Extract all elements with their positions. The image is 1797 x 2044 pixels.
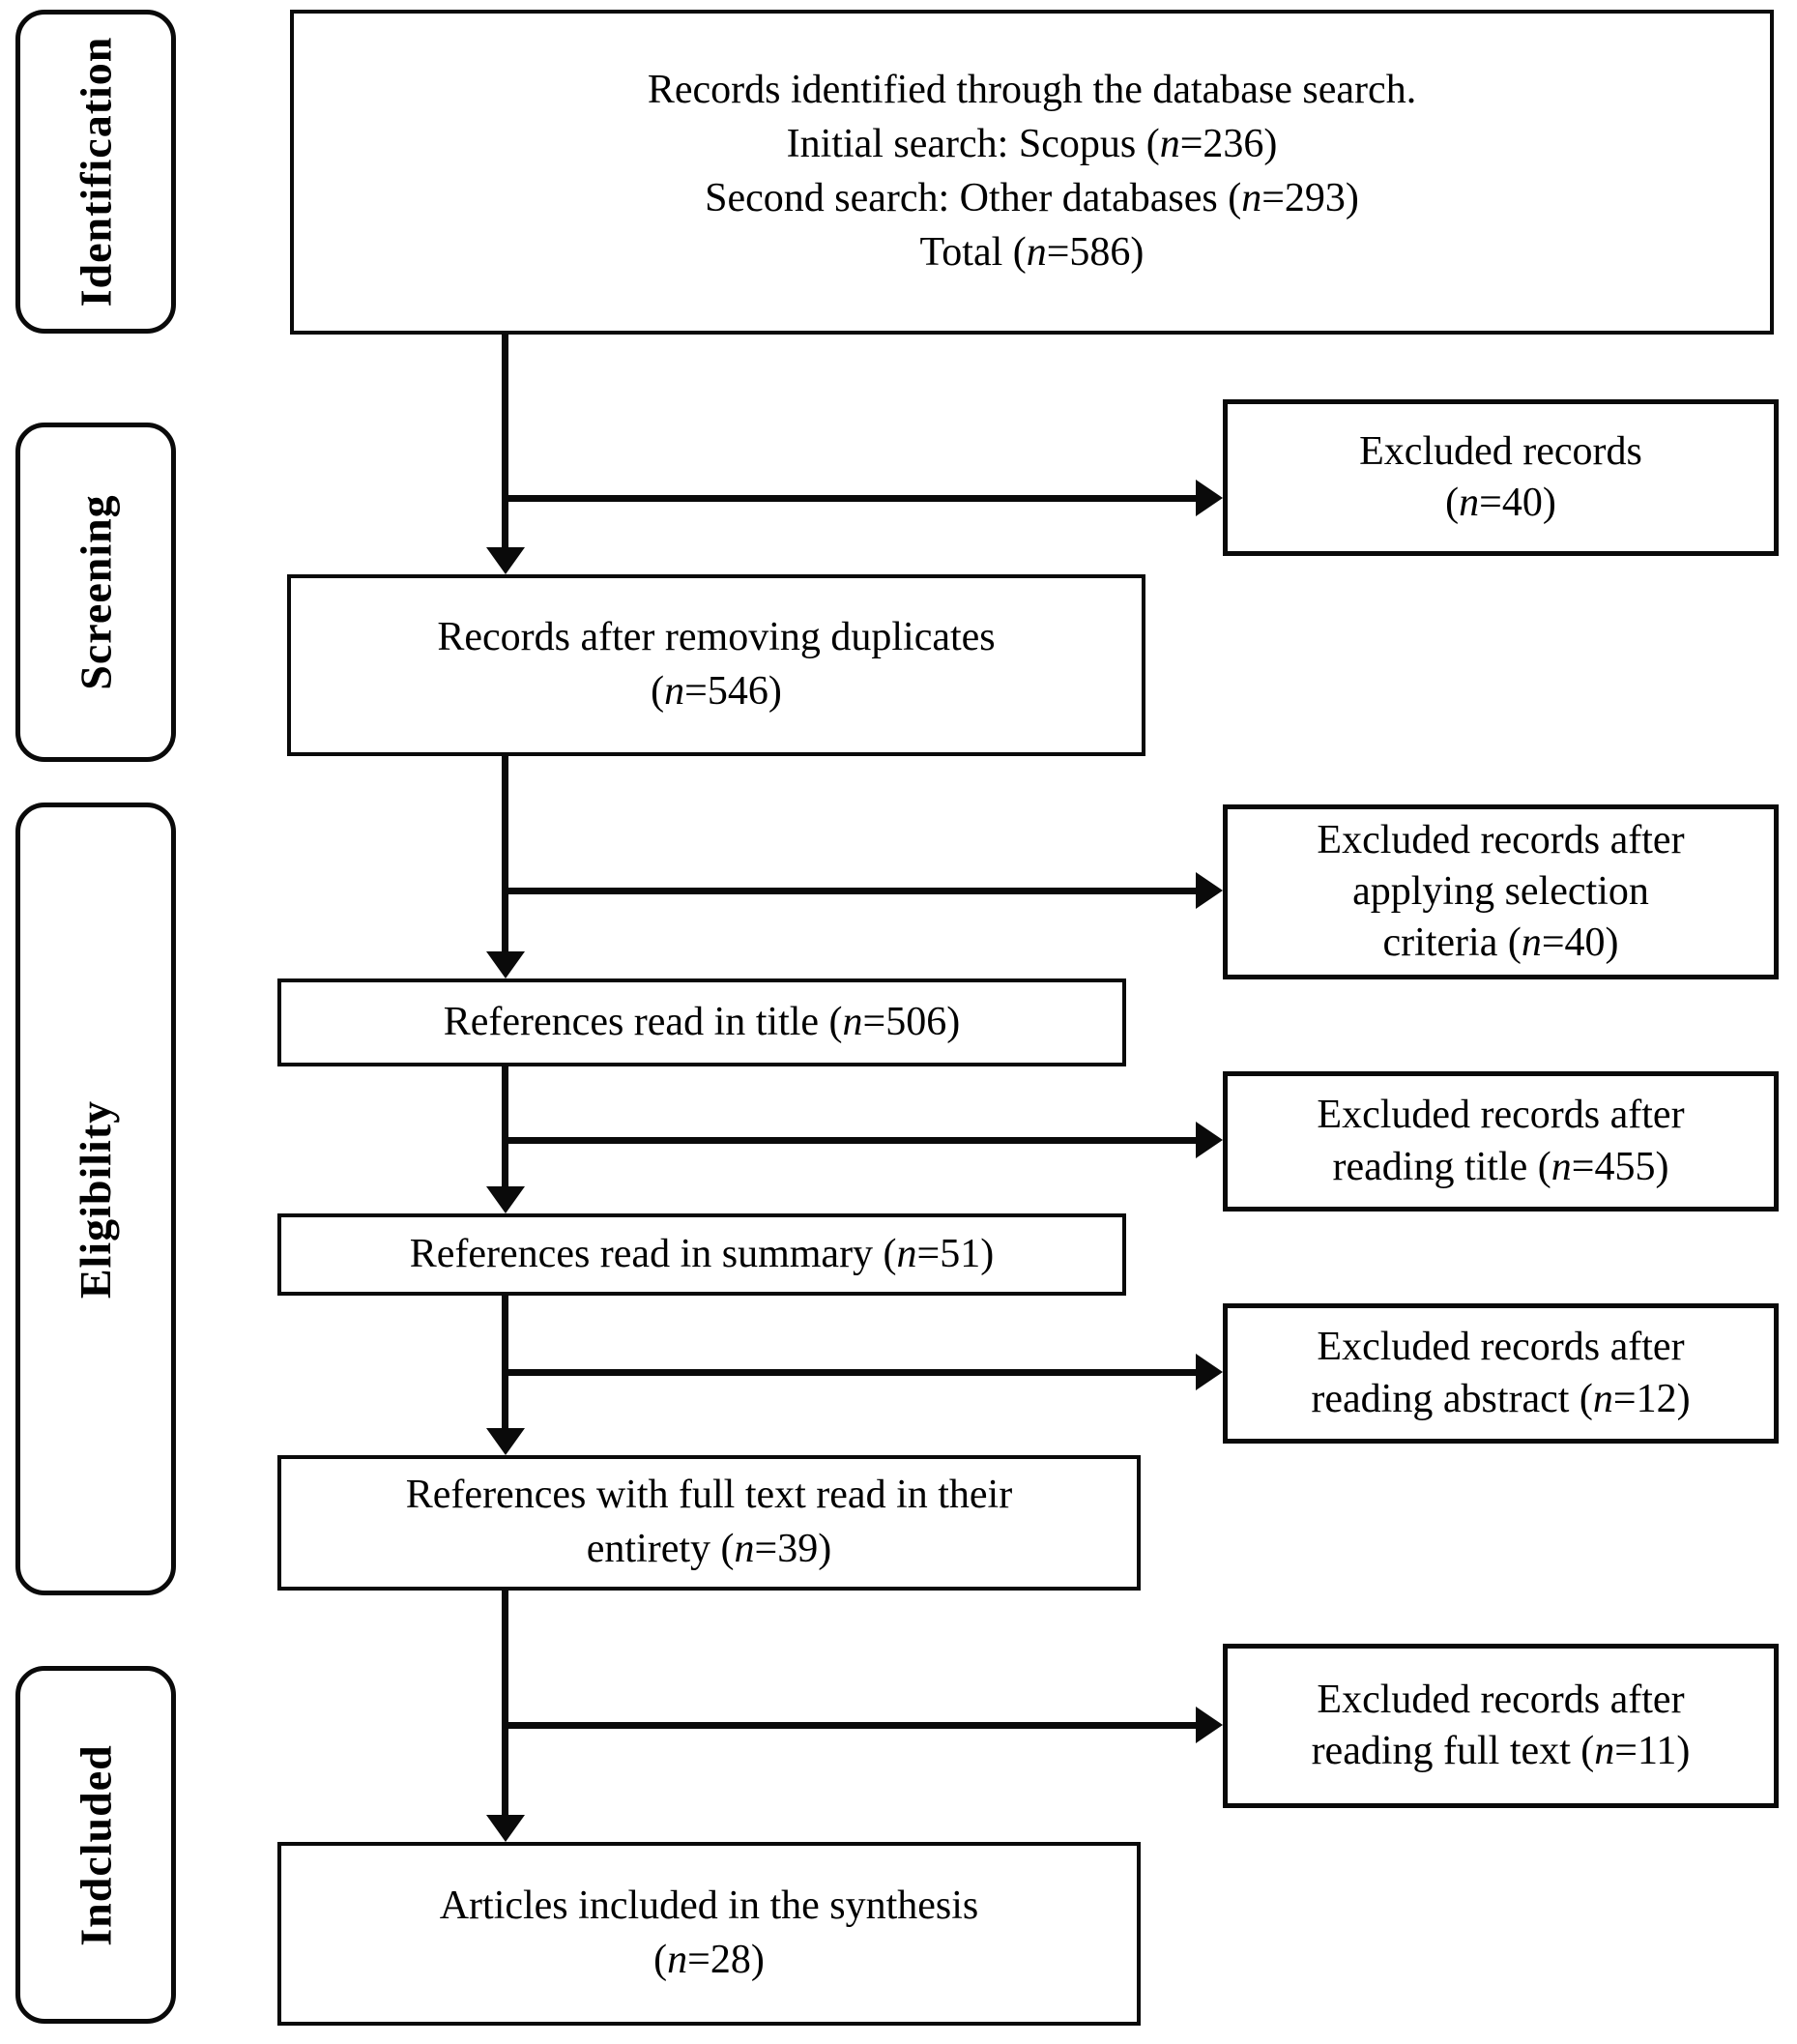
excluded-box-reading-fulltext: Excluded records after reading full text (n=11): [1223, 1644, 1779, 1808]
stage-box-screening: [15, 423, 176, 762]
arrow-branch-2-line: [506, 888, 1196, 894]
arrow-down-1-head-icon: [486, 547, 525, 574]
arrow-branch-2-head-icon: [1196, 872, 1223, 909]
flow-box-title-read: References read in title (n=506): [277, 978, 1126, 1066]
arrow-down-4-stem: [502, 1296, 508, 1428]
stage-label-identification: Identification: [71, 36, 121, 307]
flow-box-included-synthesis: Articles included in the synthesis (n=28): [277, 1842, 1141, 2026]
arrow-down-5-head-icon: [486, 1815, 525, 1842]
flow-box-duplicates-removed: Records after removing duplicates (n=546): [287, 574, 1145, 756]
arrow-down-5-stem: [502, 1591, 508, 1815]
stage-label-included: Indcluded: [71, 1743, 121, 1946]
arrow-branch-5-head-icon: [1196, 1707, 1223, 1743]
stage-label-eligibility: Eligibility: [71, 1099, 121, 1299]
flow-box-fulltext-read: References with full text read in their entirety (n=39): [277, 1455, 1141, 1591]
excluded-box-records: Excluded records (n=40): [1223, 399, 1779, 556]
arrow-branch-3-head-icon: [1196, 1122, 1223, 1158]
arrow-down-1-stem: [502, 335, 508, 547]
stage-box-included: [15, 1666, 176, 2024]
arrow-branch-5-line: [506, 1722, 1196, 1729]
arrow-down-2-stem: [502, 756, 508, 951]
arrow-down-3-head-icon: [486, 1186, 525, 1213]
arrow-branch-1-line: [506, 495, 1196, 502]
stage-box-eligibility: [15, 803, 176, 1595]
arrow-branch-1-head-icon: [1196, 480, 1223, 516]
arrow-down-4-head-icon: [486, 1428, 525, 1455]
excluded-box-reading-title: Excluded records after reading title (n=455): [1223, 1071, 1779, 1212]
arrow-down-3-stem: [502, 1066, 508, 1186]
flow-box-summary-read: References read in summary (n=51): [277, 1213, 1126, 1296]
arrow-branch-4-head-icon: [1196, 1354, 1223, 1390]
arrow-branch-4-line: [506, 1369, 1196, 1376]
arrow-down-2-head-icon: [486, 951, 525, 978]
stage-label-screening: Screening: [71, 494, 121, 690]
flow-box-records-identified: Records identified through the database search. Initial search: Scopus (n=236) Second search: Other databases (n=293) Total (n=586): [290, 10, 1774, 335]
excluded-box-reading-abstract: Excluded records after reading abstract (n=12): [1223, 1303, 1779, 1444]
stage-box-identification: [15, 10, 176, 334]
excluded-box-selection-criteria: Excluded records after applying selection criteria (n=40): [1223, 804, 1779, 979]
arrow-branch-3-line: [506, 1137, 1196, 1144]
